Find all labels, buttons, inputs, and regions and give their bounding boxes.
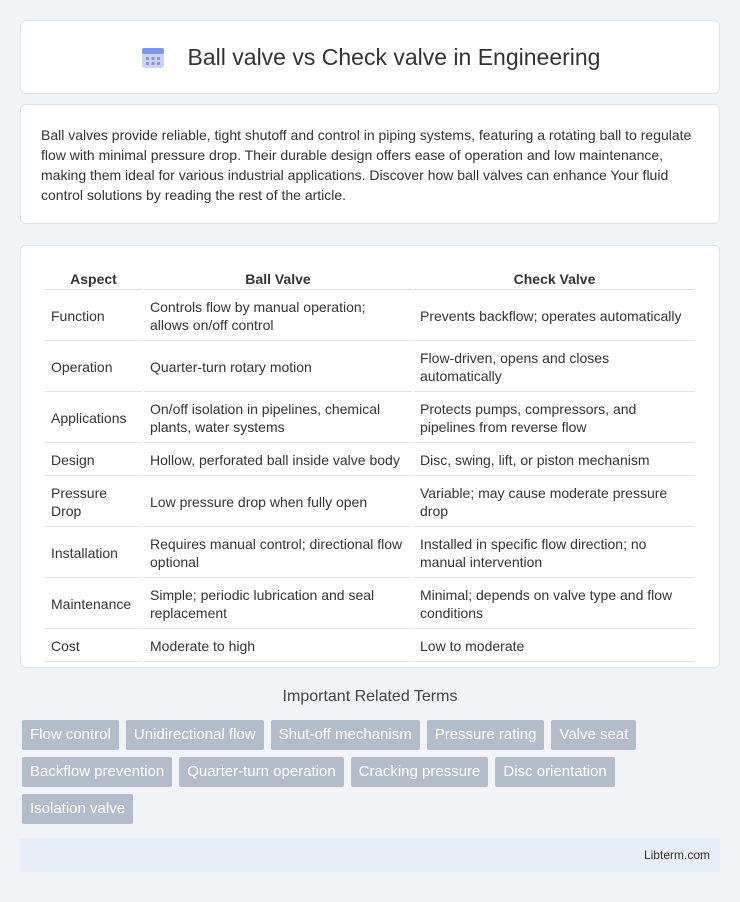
comparison-table: [43, 266, 697, 664]
cell-check-valve: Disc, swing, lift, or piston mechanism: [414, 445, 695, 476]
cell-aspect: Design: [45, 445, 142, 476]
term-tag[interactable]: Shut-off mechanism: [271, 720, 420, 750]
intro-text: Ball valves provide reliable, tight shutoff and control in piping systems, featuring a rotating ball to regulate flow with minimal pressure drop. Their durable design offers ease of operation and low maintenance, making them ideal for various industrial applications. Discover how ball valves can enhance Your fluid control solutions by reading the rest of the article.: [41, 127, 692, 203]
related-terms-list: [22, 720, 722, 831]
cell-check-valve: Prevents backflow; operates automatically: [414, 292, 695, 341]
cell-aspect: Function: [45, 292, 142, 341]
cell-check-valve: Variable; may cause moderate pressure drop: [414, 478, 695, 527]
term-tag[interactable]: Backflow prevention: [22, 757, 172, 787]
table-row: [45, 394, 695, 443]
header-check-valve: Check Valve: [414, 268, 695, 290]
comparison-table-card: [20, 245, 720, 668]
term-tag[interactable]: Quarter-turn operation: [179, 757, 343, 787]
footer-site-link[interactable]: Libterm.com: [643, 848, 710, 862]
cell-check-valve: Protects pumps, compressors, and pipelines from reverse flow: [414, 394, 695, 443]
term-tag[interactable]: Unidirectional flow: [126, 720, 264, 750]
cell-ball-valve: Simple; periodic lubrication and seal replacement: [144, 580, 412, 629]
table-row: [45, 445, 695, 476]
cell-check-valve: Minimal; depends on valve type and flow conditions: [414, 580, 695, 629]
term-tag[interactable]: Pressure rating: [427, 720, 545, 750]
cell-ball-valve: Low pressure drop when fully open: [144, 478, 412, 527]
cell-aspect: Cost: [45, 631, 142, 662]
cell-ball-valve: Hollow, perforated ball inside valve body: [144, 445, 412, 476]
table-row: [45, 292, 695, 341]
cell-ball-valve: Moderate to high: [144, 631, 412, 662]
cell-check-valve: Installed in specific flow direction; no manual intervention: [414, 529, 695, 578]
cell-aspect: Maintenance: [45, 580, 142, 629]
table-row: [45, 478, 695, 527]
cell-aspect: Applications: [45, 394, 142, 443]
related-terms-title: Important Related Terms: [282, 688, 458, 705]
term-tag[interactable]: Disc orientation: [495, 757, 614, 787]
term-tag[interactable]: Cracking pressure: [351, 757, 489, 787]
cell-ball-valve: Controls flow by manual operation; allows on/off control: [144, 292, 412, 341]
header-aspect: Aspect: [45, 268, 142, 290]
cell-ball-valve: Requires manual control; directional flow optional: [144, 529, 412, 578]
footer: [20, 838, 720, 872]
table-row: [45, 343, 695, 392]
page-title: Ball valve vs Check valve in Engineering: [187, 43, 601, 70]
table-row: [45, 631, 695, 662]
cell-check-valve: Low to moderate: [414, 631, 695, 662]
term-tag[interactable]: Isolation valve: [22, 794, 133, 824]
cell-aspect: Operation: [45, 343, 142, 392]
cell-aspect: Installation: [45, 529, 142, 578]
cell-ball-valve: On/off isolation in pipelines, chemical plants, water systems: [144, 394, 412, 443]
header-ball-valve: Ball Valve: [144, 268, 412, 290]
table-header-row: [45, 268, 695, 290]
term-tag[interactable]: Valve seat: [551, 720, 636, 750]
term-tag[interactable]: Flow control: [22, 720, 119, 750]
table-row: [45, 580, 695, 629]
header-card: [20, 20, 720, 94]
cell-aspect: Pressure Drop: [45, 478, 142, 527]
cell-ball-valve: Quarter-turn rotary motion: [144, 343, 412, 392]
calendar-icon: [140, 44, 166, 70]
cell-check-valve: Flow-driven, opens and closes automatically: [414, 343, 695, 392]
intro-card: [20, 104, 720, 224]
table-row: [45, 529, 695, 578]
